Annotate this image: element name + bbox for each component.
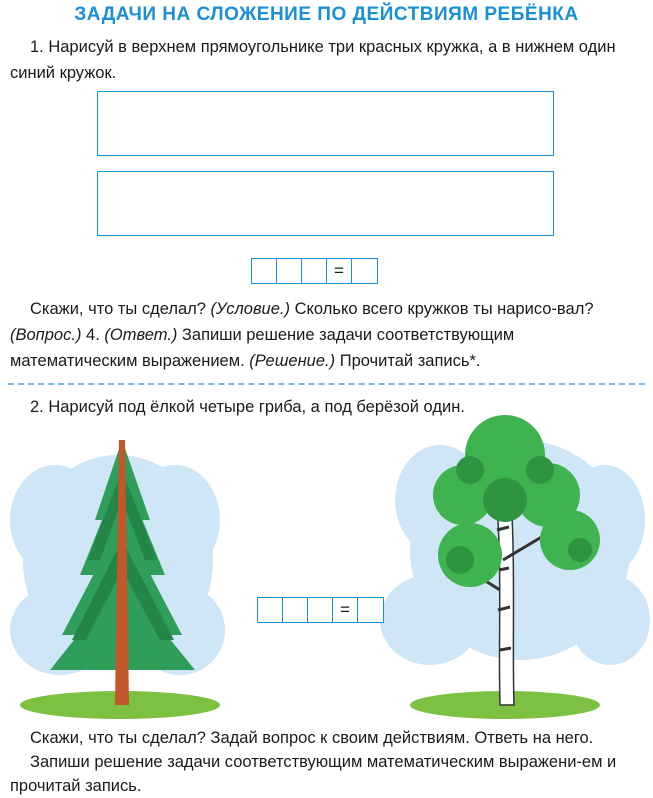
task1-text: 1. Нарисуй в верхнем прямоугольнике три красных кружка, а в нижнем один синий кружок. (10, 38, 616, 82)
eq2-equals-sign: = (333, 598, 358, 622)
footer-line-2: Запиши решение задачи соответствующим математическим выражени-ем и прочитай запись. (10, 753, 617, 795)
label-solution: (Решение.) (249, 352, 336, 370)
instruction-part-1: Скажи, что ты сделал? (30, 300, 211, 318)
label-condition: (Условие.) (210, 300, 290, 318)
label-answer: (Ответ.) (104, 326, 178, 344)
task2-text: 2. Нарисуй под ёлкой четыре гриба, а под берёзой один. (30, 398, 465, 416)
instruction-part-4: Запиши решение задачи соответствующим математическим выражением. (10, 326, 515, 370)
instruction-part-3: 4. (81, 326, 105, 344)
eq2-cell-result[interactable] (358, 598, 383, 622)
page-title: ЗАДАЧИ НА СЛОЖЕНИЕ ПО ДЕЙСТВИЯМ РЕБЁНКА (74, 4, 579, 25)
footer-line-1: Скажи, что ты сделал? Задай вопрос к своим действиям. Ответь на него. (30, 729, 594, 747)
eq2-cell-3[interactable] (308, 598, 333, 622)
instruction-part-2: Сколько всего кружков ты нарисо-вал? (290, 300, 594, 318)
label-question: (Вопрос.) (10, 326, 82, 344)
eq1-equals-sign: = (327, 259, 352, 283)
eq2-cell-2[interactable] (283, 598, 308, 622)
eq2-cell-1[interactable] (258, 598, 283, 622)
instruction-part-5: Прочитай запись*. (335, 352, 481, 370)
equation-boxes-2 (257, 597, 384, 623)
